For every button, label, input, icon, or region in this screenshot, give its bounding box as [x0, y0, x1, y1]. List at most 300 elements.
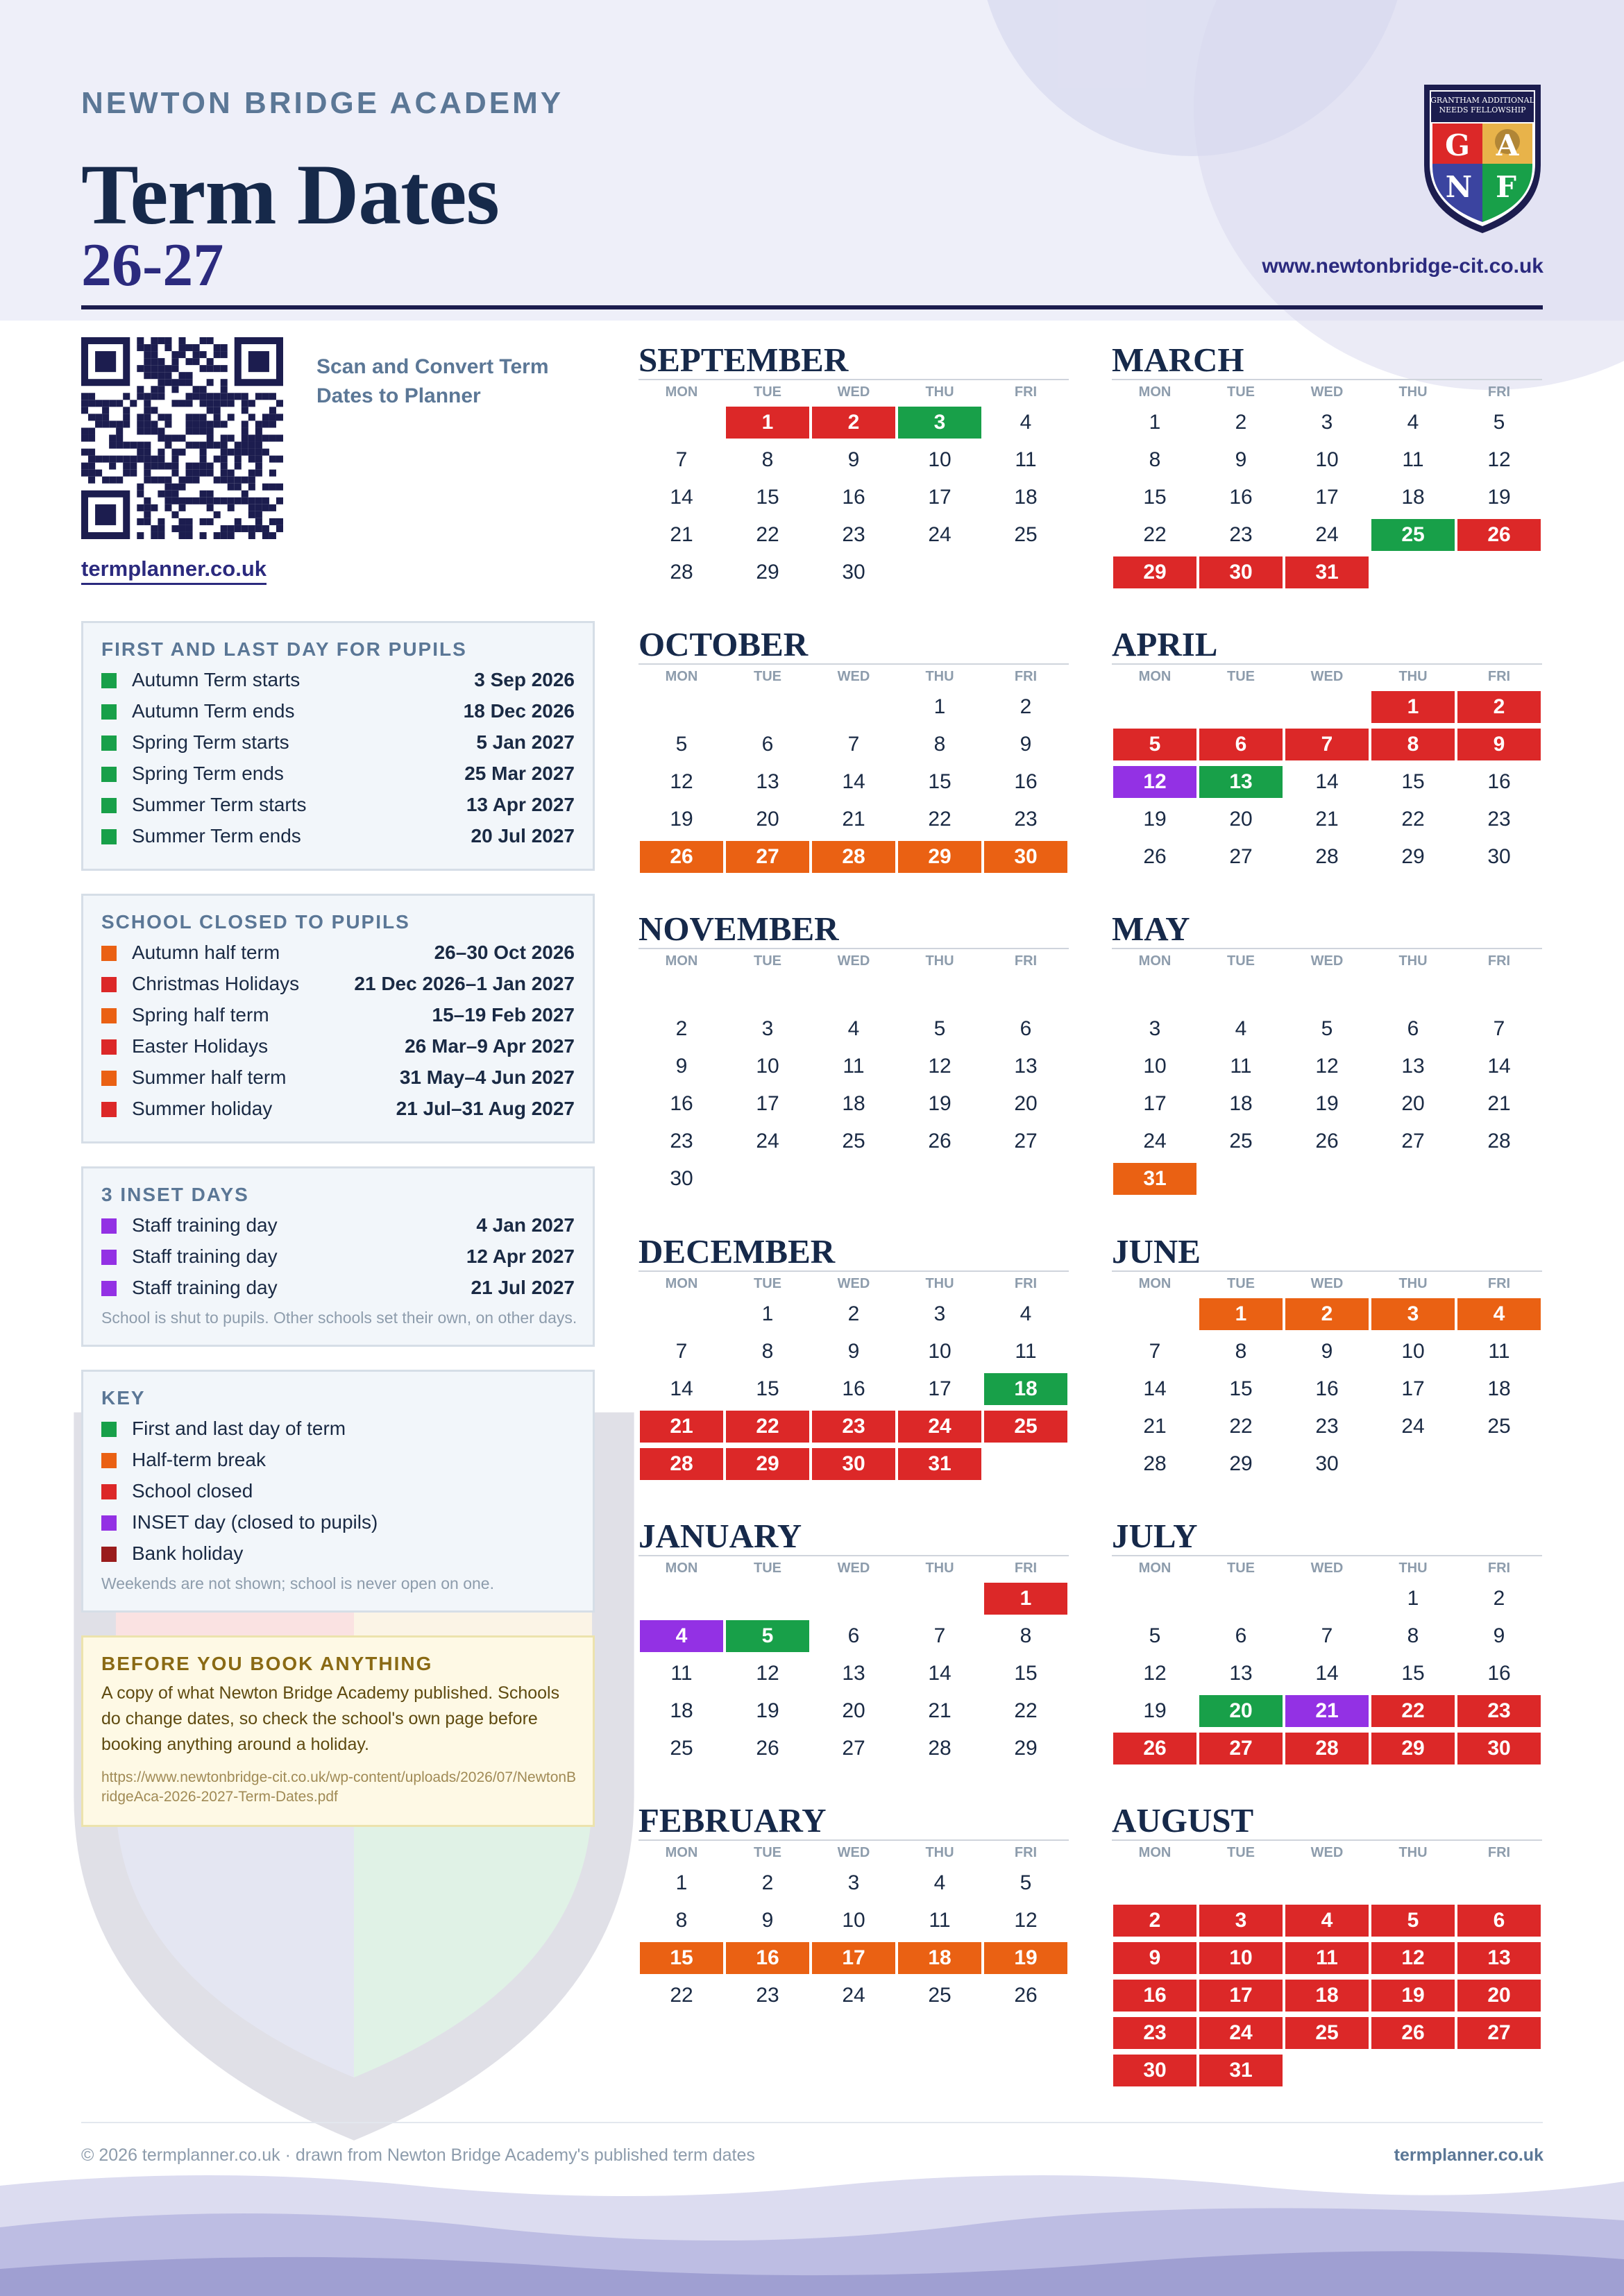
month-divider — [638, 663, 1069, 665]
qr-module — [207, 400, 214, 407]
month-divider — [638, 1555, 1069, 1556]
day-cell: 1 — [726, 407, 809, 439]
weekday-label: THU — [925, 669, 954, 684]
qr-module — [109, 463, 116, 470]
qr-module — [276, 525, 283, 532]
legend-date: 3 Sep 2026 — [474, 669, 575, 690]
day-cell: 23 — [842, 523, 865, 546]
qr-module — [186, 414, 193, 420]
qr-module — [151, 351, 158, 358]
academic-year: 26-27 — [81, 232, 224, 299]
day-cell: 26 — [1371, 2017, 1455, 2049]
qr-module — [200, 449, 207, 456]
day-cell: 26 — [1457, 519, 1541, 551]
qr-module — [158, 449, 164, 456]
qr-module — [95, 456, 102, 463]
color-swatch — [101, 1008, 117, 1023]
day-cell: 22 — [1143, 523, 1167, 546]
day-cell: 26 — [756, 1737, 779, 1760]
weekday-label: WED — [1310, 1561, 1344, 1576]
qr-module — [144, 442, 151, 449]
qr-module — [186, 344, 193, 351]
weekday-label: FRI — [1487, 1561, 1511, 1576]
footer-link[interactable]: termplanner.co.uk — [1394, 2145, 1543, 2165]
qr-module — [123, 420, 130, 427]
day-cell: 6 — [761, 733, 774, 756]
weekday-label: MON — [665, 1561, 698, 1576]
day-cell: 9 — [675, 1055, 688, 1078]
weekday-label: WED — [1310, 1276, 1344, 1291]
day-cell: 26 — [1315, 1130, 1339, 1153]
legend-row — [101, 939, 575, 967]
qr-module — [123, 414, 130, 420]
qr-module — [200, 420, 207, 427]
weekday-label: MON — [665, 953, 698, 969]
day-cell: 28 — [640, 1448, 723, 1480]
qr-module — [137, 414, 144, 420]
qr-module — [178, 434, 185, 441]
legend-label: INSET day (closed to pupils) — [132, 1511, 378, 1533]
qr-module — [207, 427, 214, 434]
qr-module — [95, 420, 102, 427]
day-cell: 24 — [756, 1130, 779, 1153]
qr-module — [214, 420, 221, 427]
day-cell: 16 — [842, 486, 865, 509]
day-cell: 9 — [1113, 1942, 1196, 1974]
qr-module — [171, 365, 178, 372]
day-cell: 2 — [1235, 411, 1247, 434]
qr-module — [228, 525, 235, 532]
qr-module — [95, 400, 102, 407]
legend-label: First and last day of term — [132, 1418, 346, 1439]
day-cell: 3 — [1321, 411, 1333, 434]
qr-module — [248, 511, 255, 518]
qr-module — [171, 525, 178, 532]
weekday-label: WED — [837, 669, 870, 684]
qr-module — [158, 491, 164, 498]
qr-module — [228, 498, 235, 504]
day-cell: 18 — [984, 1373, 1067, 1405]
qr-module — [116, 477, 123, 484]
day-cell: 24 — [1315, 523, 1339, 546]
school-crest-logo — [1421, 80, 1543, 235]
qr-module — [109, 442, 116, 449]
day-cell: 16 — [1014, 770, 1038, 793]
key-note: Weekends are not shown; school is never open on one. — [101, 1574, 494, 1592]
weekday-label: MON — [1138, 1561, 1172, 1576]
legend-label: Autumn Term ends — [132, 700, 295, 722]
first-last-day-panel — [81, 621, 595, 871]
color-swatch — [101, 1422, 117, 1437]
day-cell: 24 — [928, 523, 951, 546]
qr-module — [200, 491, 207, 498]
day-cell: 12 — [1315, 1055, 1339, 1078]
qr-module — [228, 477, 235, 484]
qr-module — [158, 427, 164, 434]
qr-module — [130, 442, 137, 449]
qr-module — [248, 442, 255, 449]
qr-module — [242, 477, 248, 484]
legend-row — [101, 729, 575, 756]
day-cell: 21 — [842, 808, 865, 831]
month-name: OCTOBER — [638, 625, 809, 663]
day-cell: 28 — [1285, 1733, 1369, 1764]
day-cell: 25 — [1285, 2017, 1369, 2049]
qr-module — [242, 442, 248, 449]
qr-module — [200, 386, 207, 393]
legend-date: 26 Mar–9 Apr 2027 — [405, 1035, 575, 1057]
qr-module — [144, 449, 151, 456]
qr-module — [164, 344, 171, 351]
month-divider — [1112, 1555, 1542, 1556]
day-cell: 5 — [1493, 411, 1505, 434]
qr-module — [248, 484, 255, 491]
qr-module — [144, 393, 151, 400]
qr-module — [207, 365, 214, 372]
weekday-label: THU — [925, 1561, 954, 1576]
weekday-label: TUE — [1227, 1561, 1255, 1576]
qr-module — [255, 427, 262, 434]
qr-module — [144, 518, 151, 525]
day-cell: 27 — [726, 841, 809, 873]
qr-code[interactable] — [81, 337, 283, 539]
day-cell: 20 — [1401, 1092, 1425, 1115]
qr-module — [214, 498, 221, 504]
day-cell: 24 — [898, 1411, 981, 1443]
day-cell: 17 — [812, 1942, 895, 1974]
day-cell: 6 — [1199, 729, 1283, 760]
day-cell: 26 — [928, 1130, 951, 1153]
color-swatch — [101, 1453, 117, 1468]
qr-module — [235, 393, 242, 400]
qr-module — [158, 532, 164, 539]
qr-module — [242, 427, 248, 434]
day-cell: 1 — [675, 1871, 688, 1894]
day-cell: 20 — [1229, 808, 1253, 831]
legend-label: Summer Term ends — [132, 825, 301, 847]
legend-date: 15–19 Feb 2027 — [432, 1004, 575, 1026]
qr-module — [158, 477, 164, 484]
qr-module — [144, 414, 151, 420]
day-cell: 16 — [670, 1092, 693, 1115]
day-cell: 29 — [1401, 845, 1425, 868]
day-cell: 19 — [1315, 1092, 1339, 1115]
qr-module — [200, 393, 207, 400]
weekday-label: TUE — [1227, 669, 1255, 684]
qr-module — [109, 400, 116, 407]
legend-date: 20 Jul 2027 — [471, 825, 575, 847]
qr-module — [221, 442, 228, 449]
day-cell: 29 — [898, 841, 981, 873]
day-cell: 27 — [1229, 845, 1253, 868]
color-swatch — [101, 1281, 117, 1296]
day-cell: 1 — [1407, 1587, 1419, 1610]
day-cell: 17 — [928, 1377, 951, 1400]
day-cell: 14 — [670, 1377, 693, 1400]
qr-module — [186, 470, 193, 477]
qr-module — [221, 525, 228, 532]
month-divider — [1112, 948, 1542, 949]
day-cell: 1 — [761, 1302, 774, 1325]
legend-row — [101, 791, 575, 819]
qr-module — [221, 393, 228, 400]
day-cell: 23 — [1457, 1695, 1541, 1727]
legend-date: 18 Dec 2026 — [463, 700, 575, 722]
day-cell: 30 — [1113, 2055, 1196, 2086]
weekday-label: MON — [665, 1845, 698, 1860]
day-cell: 23 — [1229, 523, 1253, 546]
legend-label: Autumn Term starts — [132, 669, 301, 690]
day-cell: 24 — [1143, 1130, 1167, 1153]
day-cell: 2 — [675, 1017, 688, 1040]
qr-module — [255, 434, 262, 441]
qr-module — [116, 400, 123, 407]
day-cell: 17 — [1315, 486, 1339, 509]
weekday-label: THU — [1398, 384, 1428, 400]
qr-module — [88, 456, 95, 463]
decor-circle — [1194, 0, 1624, 390]
day-cell: 5 — [1371, 1905, 1455, 1937]
legend-date: 26–30 Oct 2026 — [434, 942, 575, 963]
day-cell: 15 — [1401, 1662, 1425, 1685]
qr-module — [116, 456, 123, 463]
month-name: FEBRUARY — [638, 1801, 827, 1839]
qr-module — [242, 434, 248, 441]
qr-module — [102, 420, 109, 427]
day-cell: 31 — [1199, 2055, 1283, 2086]
day-cell: 25 — [1014, 523, 1038, 546]
day-cell: 14 — [1315, 1662, 1339, 1685]
day-cell: 23 — [756, 1984, 779, 2007]
qr-module — [193, 442, 200, 449]
weekday-label: FRI — [1014, 1845, 1038, 1860]
color-swatch — [101, 1039, 117, 1055]
day-cell: 4 — [640, 1620, 723, 1652]
day-cell: 1 — [1199, 1298, 1283, 1330]
month-name: JUNE — [1112, 1232, 1201, 1270]
qr-module — [88, 414, 95, 420]
day-cell: 2 — [1020, 695, 1032, 718]
day-cell: 8 — [1371, 729, 1455, 760]
day-cell: 26 — [640, 841, 723, 873]
day-cell: 23 — [1315, 1415, 1339, 1438]
day-cell: 20 — [1199, 1695, 1283, 1727]
qr-module — [235, 477, 242, 484]
qr-module — [200, 351, 207, 358]
day-cell: 3 — [1149, 1017, 1161, 1040]
qr-module — [207, 463, 214, 470]
warning-text: A copy of what Newton Bridge Academy published. Schools do change dates, so check the school's own page before booking anything around a holiday. — [101, 1683, 560, 1754]
day-cell: 18 — [898, 1942, 981, 1974]
qr-module — [164, 372, 171, 379]
qr-module — [171, 484, 178, 491]
day-cell: 5 — [1113, 729, 1196, 760]
day-cell: 28 — [1487, 1130, 1511, 1153]
qr-module — [81, 470, 88, 477]
day-cell: 11 — [1285, 1942, 1369, 1974]
month-name: JANUARY — [638, 1517, 802, 1555]
color-swatch — [101, 704, 117, 720]
day-cell: 6 — [1457, 1905, 1541, 1937]
day-cell: 23 — [1113, 2017, 1196, 2049]
qr-module — [186, 372, 193, 379]
qr-module — [200, 463, 207, 470]
qr-module — [193, 358, 200, 365]
qr-module — [193, 344, 200, 351]
day-cell: 16 — [1487, 1662, 1511, 1685]
day-cell: 15 — [756, 486, 779, 509]
qr-module — [255, 456, 262, 463]
weekday-label: TUE — [754, 1845, 781, 1860]
qr-module — [81, 463, 88, 470]
qr-module — [171, 511, 178, 518]
legend-row — [101, 697, 575, 725]
qr-module — [235, 456, 242, 463]
day-cell: 23 — [1487, 808, 1511, 831]
panel-title: SCHOOL CLOSED TO PUPILS — [101, 911, 410, 933]
month-name: JULY — [1112, 1517, 1198, 1555]
qr-module — [248, 434, 255, 441]
day-cell: 30 — [1199, 556, 1283, 588]
qr-module — [137, 442, 144, 449]
weekday-label: THU — [925, 953, 954, 969]
qr-module — [102, 407, 109, 414]
day-cell: 19 — [1143, 808, 1167, 831]
qr-module — [151, 358, 158, 365]
qr-module — [88, 427, 95, 434]
day-cell: 18 — [1487, 1377, 1511, 1400]
source-url[interactable]: https://www.newtonbridge-cit.co.uk/wp-content/uploads/2026/07/NewtonBridgeAca-2026-2027-Term-Dates.pdf — [101, 1769, 577, 1805]
day-cell: 24 — [842, 1984, 865, 2007]
qr-module — [123, 393, 130, 400]
qr-module — [144, 470, 151, 477]
legend-date: 13 Apr 2027 — [466, 794, 575, 815]
qr-module — [235, 484, 242, 491]
qr-module — [151, 504, 158, 511]
day-cell: 13 — [842, 1662, 865, 1685]
color-swatch — [101, 1484, 117, 1499]
qr-module — [158, 386, 164, 393]
qr-module — [158, 414, 164, 420]
qr-module — [262, 434, 269, 441]
qr-module — [144, 463, 151, 470]
day-cell: 15 — [1014, 1662, 1038, 1685]
qr-module — [178, 504, 185, 511]
qr-module — [123, 470, 130, 477]
qr-module — [255, 463, 262, 470]
qr-module — [151, 427, 158, 434]
qr-module — [214, 407, 221, 414]
day-cell: 19 — [1143, 1699, 1167, 1722]
qr-module — [178, 484, 185, 491]
day-cell: 4 — [1020, 411, 1032, 434]
legend-date: 12 Apr 2027 — [466, 1245, 575, 1267]
weekday-label: FRI — [1487, 1845, 1511, 1860]
day-cell: 25 — [928, 1984, 951, 2007]
qr-module — [248, 532, 255, 539]
qr-module — [164, 463, 171, 470]
qr-module — [178, 525, 185, 532]
crest-letter-g: G — [1445, 128, 1470, 162]
legend-row — [101, 1243, 575, 1270]
qr-module — [207, 420, 214, 427]
qr-module — [242, 491, 248, 498]
day-cell: 5 — [675, 733, 688, 756]
school-closed-panel — [81, 894, 595, 1143]
qr-module — [248, 414, 255, 420]
qr-module — [137, 427, 144, 434]
day-cell: 24 — [1199, 2017, 1283, 2049]
crest-caption-2: NEEDS FELLOWSHIP — [1439, 105, 1526, 114]
crest-letter-a: A — [1496, 128, 1519, 162]
qr-module — [269, 518, 276, 525]
day-cell: 3 — [761, 1017, 774, 1040]
qr-module — [116, 427, 123, 434]
legend-row — [101, 760, 575, 788]
qr-module — [164, 477, 171, 484]
color-swatch — [101, 673, 117, 688]
month-divider — [1112, 379, 1542, 380]
qr-module — [276, 484, 283, 491]
day-cell: 1 — [984, 1583, 1067, 1615]
qr-module — [171, 470, 178, 477]
day-cell: 8 — [761, 448, 774, 471]
qr-module — [164, 498, 171, 504]
qr-module — [248, 498, 255, 504]
day-cell: 21 — [928, 1699, 951, 1722]
qr-module — [137, 532, 144, 539]
qr-module — [158, 456, 164, 463]
day-cell: 11 — [1015, 448, 1037, 471]
legend-date: 21 Dec 2026–1 Jan 2027 — [354, 973, 575, 994]
qr-module — [235, 442, 242, 449]
qr-module — [242, 393, 248, 400]
day-cell: 30 — [1315, 1452, 1339, 1475]
day-cell: 28 — [670, 561, 693, 584]
qr-module — [123, 456, 130, 463]
day-cell: 23 — [670, 1130, 693, 1153]
legend-label: Bank holiday — [132, 1542, 244, 1564]
legend-row — [101, 1095, 575, 1123]
day-cell: 10 — [842, 1909, 865, 1932]
qr-module — [171, 456, 178, 463]
qr-module — [130, 470, 137, 477]
termplanner-link[interactable]: termplanner.co.uk — [81, 556, 267, 585]
qr-module — [200, 442, 207, 449]
qr-module — [144, 420, 151, 427]
qr-module — [214, 365, 221, 372]
weekday-label: MON — [665, 384, 698, 400]
weekday-label: MON — [665, 669, 698, 684]
qr-module — [200, 518, 207, 525]
qr-module — [186, 442, 193, 449]
legend-date: 21 Jul–31 Aug 2027 — [396, 1098, 575, 1119]
legend-label: Spring Term starts — [132, 731, 289, 753]
legend-label: Staff training day — [132, 1277, 278, 1298]
day-cell: 17 — [1401, 1377, 1425, 1400]
qr-module — [235, 463, 242, 470]
legend-label: Christmas Holidays — [132, 973, 300, 994]
day-cell: 9 — [761, 1909, 774, 1932]
legend-label: Summer holiday — [132, 1098, 273, 1119]
qr-module — [171, 400, 178, 407]
qr-module — [164, 434, 171, 441]
qr-module — [207, 337, 214, 344]
weekday-label: TUE — [754, 953, 781, 969]
day-cell: 15 — [756, 1377, 779, 1400]
weekday-label: MON — [1138, 1276, 1172, 1291]
school-website[interactable]: www.newtonbridge-cit.co.uk — [1262, 255, 1543, 278]
